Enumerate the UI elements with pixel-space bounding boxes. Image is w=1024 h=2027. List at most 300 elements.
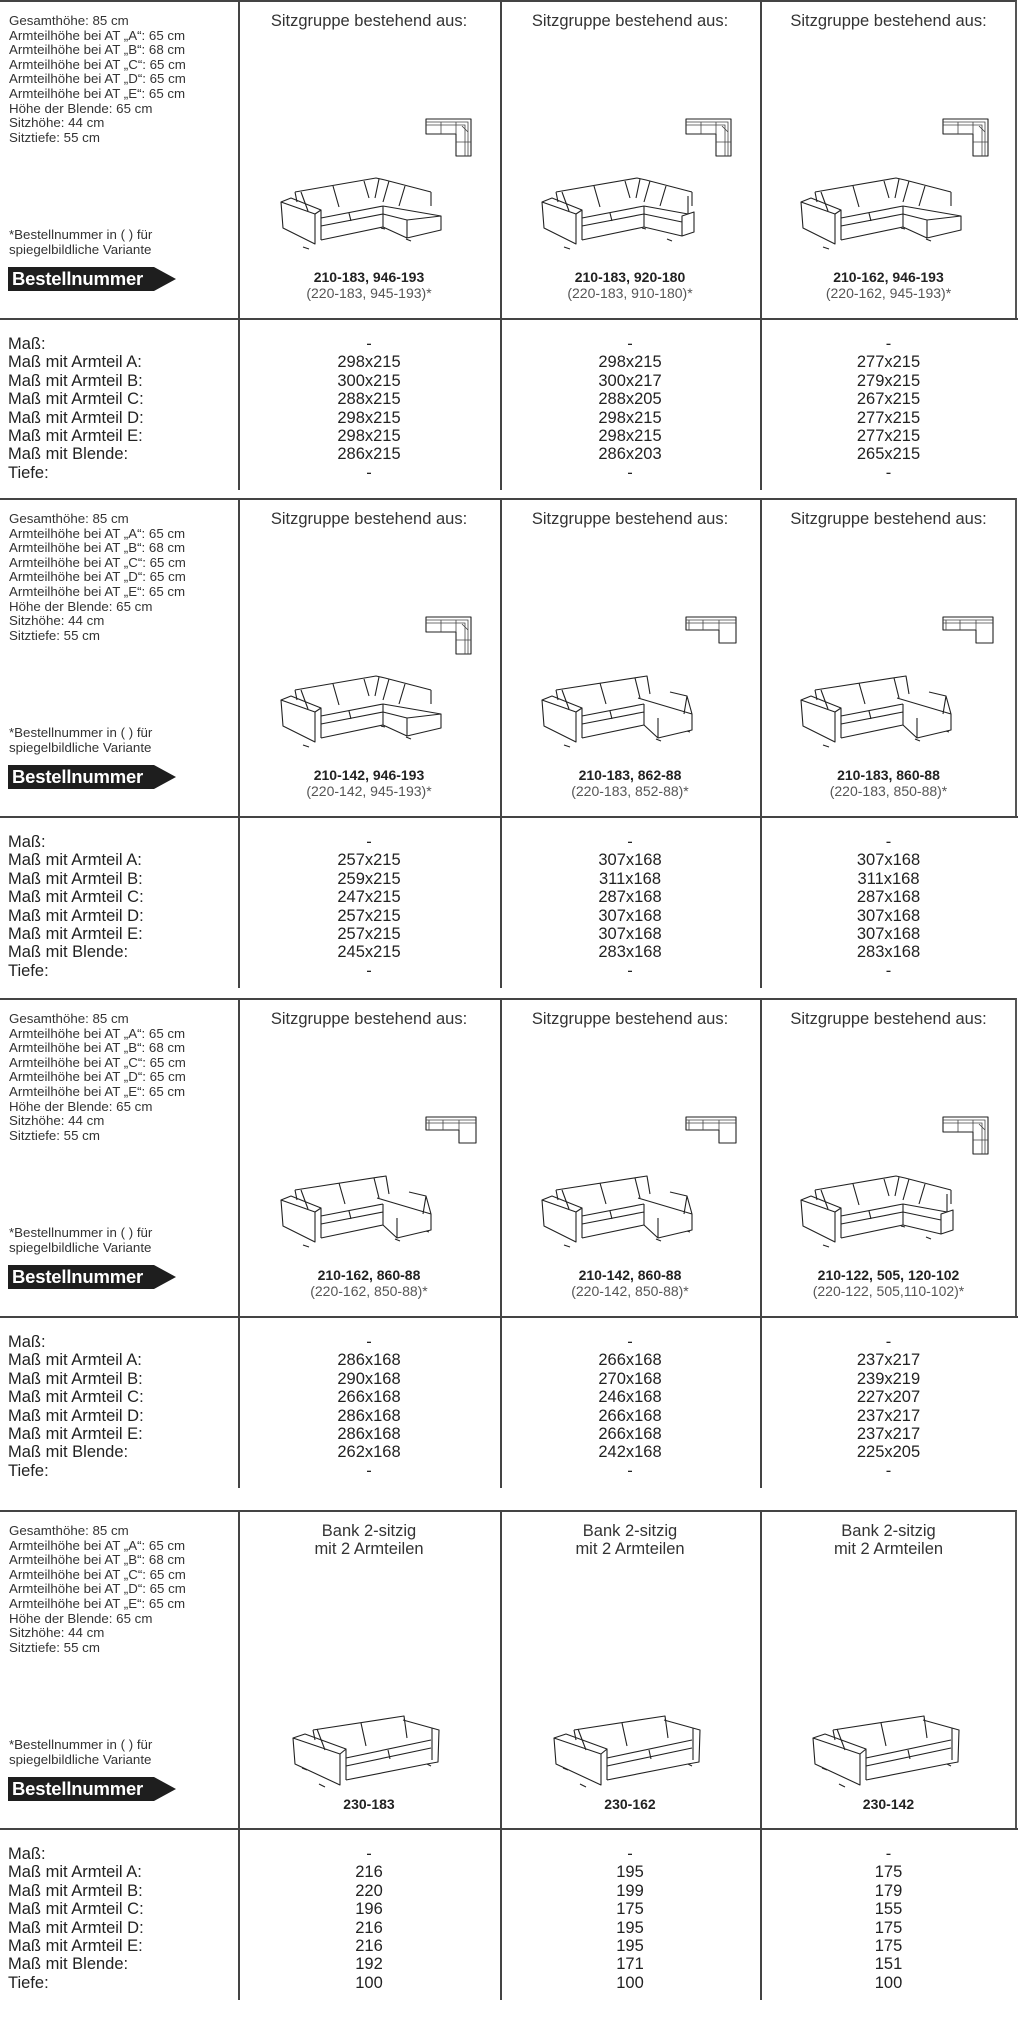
measurement-value: 270x168: [598, 1369, 662, 1388]
spec-line: Armteilhöhe bei AT „B“: 68 cm: [9, 42, 186, 58]
measurement-values: [500, 1845, 760, 1992]
floor-plan-icon: [942, 1116, 992, 1156]
spec-line: Armteilhöhe bei AT „C“: 65 cm: [9, 56, 186, 72]
sofa-illustration-icon: [281, 1168, 461, 1248]
measurement-label: Maß:: [8, 1333, 46, 1351]
measurement-values: [500, 1333, 760, 1480]
product-title: [500, 1010, 760, 1028]
measurement-value: 267x215: [856, 390, 921, 409]
title-line: mit 2 Armteilen: [314, 1540, 424, 1558]
spec-line: Armteilhöhe bei AT „B“: 68 cm: [9, 1040, 186, 1056]
product-title: [760, 1522, 1017, 1558]
spec-line: Armteilhöhe bei AT „B“: 68 cm: [9, 540, 186, 556]
product-cell: [238, 0, 500, 316]
measurement-value: 277x215: [856, 408, 921, 427]
spec-line: Armteilhöhe bei AT „A“: 65 cm: [9, 1537, 186, 1553]
measurement-value: 298x215: [598, 426, 662, 445]
title-line: mit 2 Armteilen: [575, 1540, 685, 1558]
spec-list: [9, 1524, 186, 1655]
product-cell: [500, 0, 760, 316]
floor-plan: [942, 1116, 992, 1161]
sofa-illustration-icon: [801, 170, 981, 250]
measurement-label: Maß mit Armteil E:: [8, 1936, 143, 1955]
product-cell: [500, 498, 760, 814]
measurement-labels: [8, 1845, 144, 1992]
measurement-value: 266x168: [598, 1406, 662, 1425]
measurement-value: 225x205: [856, 1443, 921, 1462]
measurement-value: 307x168: [856, 851, 921, 870]
mirror-order-number: (220-162, 850-88)*: [310, 1283, 428, 1299]
spec-line: Sitztiefe: 55 cm: [9, 627, 100, 643]
product-cell: [238, 498, 500, 814]
measurement-value: 286x215: [337, 445, 401, 464]
measurement-value: 237x217: [856, 1406, 921, 1425]
measurement-value: 171: [616, 1955, 644, 1974]
title-line: Sitzgruppe bestehend aus:: [531, 510, 729, 528]
product-cell: [500, 998, 760, 1314]
sofa-image: [542, 170, 722, 255]
spec-line: Gesamthöhe: 85 cm: [9, 1523, 129, 1538]
spec-line: Armteilhöhe bei AT „D“: 65 cm: [9, 1581, 186, 1597]
spec-line: Armteilhöhe bei AT „E“: 65 cm: [9, 583, 186, 599]
measurement-value: 307x168: [856, 906, 921, 925]
product-cell: [760, 1510, 1017, 1826]
measurement-value: 239x219: [856, 1369, 921, 1388]
product-title: [238, 1010, 500, 1028]
note-line: spiegelbildliche Variante: [9, 1239, 152, 1255]
measurement-label: Maß mit Blende:: [8, 1955, 129, 1974]
measurement-label: Maß mit Armteil C:: [8, 390, 144, 409]
measurement-label: Maß mit Armteil D:: [8, 408, 144, 427]
measurement-value: 216: [355, 1918, 383, 1937]
measurement-value: 286x168: [337, 1351, 401, 1370]
floor-plan-icon: [685, 616, 735, 656]
floor-plan-icon: [425, 616, 475, 656]
measurement-value: 286x203: [598, 445, 662, 464]
measurement-value: -: [627, 463, 633, 482]
order-number: 210-183, 946-193: [313, 269, 425, 285]
measurement-value: 195: [616, 1863, 644, 1882]
measurement-label: Maß mit Armteil C:: [8, 1388, 144, 1407]
measurement-value: -: [885, 335, 892, 353]
measurement-label: Maß mit Armteil D:: [8, 906, 144, 925]
product-title: [760, 12, 1017, 30]
measurement-value: 266x168: [598, 1424, 662, 1443]
order-number: 230-162: [604, 1796, 656, 1812]
product-title: [238, 12, 500, 30]
product-cell: [238, 1510, 500, 1826]
measurement-value: 262x168: [337, 1443, 401, 1462]
product-cell: [760, 498, 1017, 814]
measurement-values: [500, 335, 760, 482]
measurement-value: 237x217: [856, 1424, 921, 1443]
spec-line: Armteilhöhe bei AT „A“: 65 cm: [9, 1025, 186, 1041]
mirror-order-number: (220-162, 945-193)*: [825, 285, 952, 301]
measurement-label: Maß mit Armteil B:: [8, 371, 143, 390]
sofa-illustration-icon: [801, 1168, 981, 1248]
measurement-value: 155: [874, 1900, 903, 1919]
spec-line: Armteilhöhe bei AT „E“: 65 cm: [9, 85, 186, 101]
measurement-value: -: [627, 335, 633, 353]
measurement-value: 175: [874, 1936, 903, 1955]
measurement-label: Maß:: [8, 1845, 46, 1863]
measurement-value: -: [366, 961, 372, 980]
floor-plan: [425, 616, 475, 661]
measurement-value: -: [366, 335, 372, 353]
measurement-value: -: [627, 1333, 633, 1351]
product-title: [238, 510, 500, 528]
spec-list: [9, 14, 186, 145]
mirror-variant-note: [9, 726, 152, 755]
mirror-variant-note: [9, 1738, 152, 1767]
measurement-label: Maß mit Armteil A:: [8, 353, 142, 372]
measurement-value: -: [627, 1461, 633, 1480]
product-section: [0, 498, 1018, 998]
title-line: Sitzgruppe bestehend aus:: [270, 12, 468, 30]
row-divider: [0, 318, 1018, 320]
order-number: 210-183, 860-88: [837, 767, 940, 783]
sofa-illustration-icon: [801, 668, 981, 748]
measurement-label: Maß mit Armteil E:: [8, 1424, 143, 1443]
spec-list: [9, 1012, 186, 1143]
product-title: [760, 1010, 1017, 1028]
title-line: Sitzgruppe bestehend aus:: [790, 1010, 987, 1028]
measurement-value: 246x168: [598, 1388, 662, 1407]
measurement-value: 100: [874, 1973, 903, 1992]
measurement-value: 300x217: [598, 371, 662, 390]
measurement-value: -: [885, 463, 892, 482]
spec-line: Sitztiefe: 55 cm: [9, 129, 100, 145]
spec-list: [9, 512, 186, 643]
product-cell: [500, 1510, 760, 1826]
sofa-image: [801, 668, 981, 753]
product-title: [500, 12, 760, 30]
product-section: [0, 0, 1018, 500]
measurement-label: Maß mit Armteil D:: [8, 1406, 144, 1425]
measurement-value: 192: [355, 1955, 383, 1974]
mirror-order-number: (220-183, 910-180)*: [567, 285, 693, 301]
measurement-value: 277x215: [856, 353, 921, 372]
measurement-value: 242x168: [598, 1443, 662, 1462]
sofa-illustration-icon: [542, 1168, 722, 1248]
measurement-value: 298x215: [337, 408, 401, 427]
measurement-label: Maß mit Armteil D:: [8, 1918, 144, 1937]
measurement-value: 100: [616, 1973, 644, 1992]
bestellnummer-text: Bestellnummer: [12, 766, 144, 787]
measurement-values: [760, 1845, 1017, 1992]
measurement-label: Maß mit Armteil E:: [8, 924, 143, 943]
product-cell: [760, 998, 1017, 1314]
measurement-value: 216: [355, 1936, 383, 1955]
arrow-right-icon: [154, 765, 176, 789]
measurement-value: 220: [355, 1881, 383, 1900]
title-line: Bank 2-sitzig: [841, 1522, 936, 1540]
floor-plan: [685, 118, 735, 163]
spec-line: Armteilhöhe bei AT „A“: 65 cm: [9, 525, 186, 541]
spec-line: Armteilhöhe bei AT „C“: 65 cm: [9, 554, 186, 570]
spec-line: Gesamthöhe: 85 cm: [9, 511, 129, 526]
mirror-order-number: (220-142, 945-193)*: [306, 783, 432, 799]
measurement-value: -: [366, 833, 372, 851]
measurement-label: Maß mit Armteil C:: [8, 1900, 144, 1919]
mirror-variant-note: [9, 1226, 152, 1255]
title-line: Sitzgruppe bestehend aus:: [531, 1010, 729, 1028]
measurement-value: 247x215: [337, 888, 401, 907]
measurement-value: 307x168: [598, 851, 662, 870]
measurement-value: 286x168: [337, 1424, 401, 1443]
measurement-value: -: [885, 1461, 892, 1480]
measurement-value: 237x217: [856, 1351, 921, 1370]
measurement-value: 179: [874, 1881, 903, 1900]
measurement-label: Tiefe:: [8, 463, 49, 482]
spec-line: Sitztiefe: 55 cm: [9, 1639, 100, 1655]
sofa-image: [281, 668, 461, 753]
measurement-labels: [8, 335, 144, 482]
measurement-value: 266x168: [337, 1388, 401, 1407]
sofa-illustration-icon: [281, 170, 461, 250]
order-number: 210-142, 860-88: [578, 1267, 682, 1283]
measurement-value: 298x215: [598, 408, 662, 427]
floor-plan-icon: [942, 118, 992, 158]
measurement-label: Maß:: [8, 335, 46, 353]
sofa-illustration-icon: [811, 1702, 991, 1782]
measurement-value: 195: [616, 1936, 644, 1955]
spec-line: Höhe der Blende: 65 cm: [9, 598, 153, 614]
title-line: Sitzgruppe bestehend aus:: [270, 510, 468, 528]
measurement-label: Maß mit Blende:: [8, 445, 129, 464]
sofa-illustration-icon: [542, 170, 722, 250]
spec-line: Gesamthöhe: 85 cm: [9, 1011, 129, 1026]
title-line: Sitzgruppe bestehend aus:: [790, 510, 987, 528]
measurement-value: -: [627, 1845, 633, 1863]
product-cell: [760, 0, 1017, 316]
title-line: Bank 2-sitzig: [321, 1522, 417, 1540]
product-section: [0, 1510, 1018, 2010]
mirror-order-number: (220-142, 850-88)*: [571, 1283, 689, 1299]
measurement-values: [760, 1333, 1017, 1480]
mirror-order-number: (220-183, 850-88)*: [829, 783, 948, 799]
measurement-value: 175: [874, 1918, 903, 1937]
measurement-label: Tiefe:: [8, 1461, 49, 1480]
note-line: *Bestellnummer in ( ) für: [9, 1737, 153, 1752]
measurement-value: 307x168: [856, 924, 921, 943]
measurement-values: [238, 833, 500, 980]
measurement-label: Maß mit Armteil E:: [8, 426, 143, 445]
measurement-value: 199: [616, 1881, 644, 1900]
measurement-value: -: [885, 961, 892, 980]
spec-line: Armteilhöhe bei AT „C“: 65 cm: [9, 1054, 186, 1070]
bestellnummer-text: Bestellnummer: [12, 268, 144, 289]
measurement-values: [760, 335, 1017, 482]
measurement-value: 300x215: [337, 371, 401, 390]
measurement-value: 277x215: [856, 426, 921, 445]
sofa-image: [542, 668, 722, 753]
spec-line: Sitztiefe: 55 cm: [9, 1127, 100, 1143]
sofa-image: [281, 170, 461, 255]
sofa-image: [542, 1168, 722, 1253]
order-number: 210-183, 862-88: [578, 767, 682, 783]
spec-line: Höhe der Blende: 65 cm: [9, 1610, 153, 1626]
measurement-value: -: [366, 1333, 372, 1351]
note-line: spiegelbildliche Variante: [9, 1751, 152, 1767]
measurement-value: 311x168: [857, 869, 920, 888]
spec-line: Sitzhöhe: 44 cm: [9, 1625, 105, 1641]
note-line: spiegelbildliche Variante: [9, 241, 152, 257]
spec-line: Armteilhöhe bei AT „D“: 65 cm: [9, 569, 186, 585]
floor-plan: [685, 616, 735, 661]
product-title: [238, 1522, 500, 1558]
measurement-value: -: [885, 833, 892, 851]
product-section: [0, 998, 1018, 1498]
product-title: [500, 510, 760, 528]
spec-line: Sitzhöhe: 44 cm: [9, 1113, 105, 1129]
mirror-variant-note: [9, 228, 152, 257]
floor-plan-icon: [942, 616, 992, 656]
product-title: [500, 1522, 760, 1558]
measurement-label: Maß mit Armteil B:: [8, 1881, 143, 1900]
bestellnummer-text: Bestellnummer: [12, 1266, 144, 1287]
title-line: Sitzgruppe bestehend aus:: [531, 12, 729, 30]
sofa-image: [291, 1702, 471, 1787]
measurement-values: [500, 833, 760, 980]
measurement-value: 298x215: [337, 426, 401, 445]
measurement-label: Tiefe:: [8, 1973, 49, 1992]
row-divider: [0, 1828, 1018, 1830]
measurement-label: Maß mit Armteil C:: [8, 888, 144, 907]
measurement-value: 290x168: [337, 1369, 401, 1388]
order-number: 210-122, 505, 120-102: [817, 1267, 960, 1283]
mirror-order-number: (220-183, 945-193)*: [306, 285, 432, 301]
measurement-value: 227x207: [856, 1388, 921, 1407]
measurement-value: 195: [616, 1918, 644, 1937]
spec-line: Armteilhöhe bei AT „A“: 65 cm: [9, 27, 186, 43]
measurement-value: 283x168: [856, 943, 921, 962]
floor-plan: [942, 118, 992, 163]
note-line: *Bestellnummer in ( ) für: [9, 227, 153, 242]
order-number: 230-183: [343, 1796, 395, 1812]
measurement-values: [760, 833, 1017, 980]
measurement-values: [238, 1845, 500, 1992]
floor-plan: [685, 1116, 735, 1161]
measurement-value: 288x205: [598, 390, 662, 409]
measurement-label: Maß mit Blende:: [8, 943, 129, 962]
measurement-label: Maß mit Armteil B:: [8, 1369, 143, 1388]
spec-line: Armteilhöhe bei AT „D“: 65 cm: [9, 71, 186, 87]
measurement-value: -: [627, 833, 633, 851]
measurement-value: -: [885, 1845, 892, 1863]
measurement-values: [238, 1333, 500, 1480]
measurement-labels: [8, 1333, 144, 1480]
measurement-label: Maß mit Armteil B:: [8, 869, 143, 888]
sofa-image: [811, 1702, 991, 1787]
floor-plan-icon: [685, 118, 735, 158]
measurement-label: Maß mit Blende:: [8, 1443, 129, 1462]
floor-plan: [942, 616, 992, 661]
sofa-image: [552, 1702, 732, 1787]
floor-plan-icon: [685, 1116, 735, 1156]
spec-line: Sitzhöhe: 44 cm: [9, 613, 105, 629]
spec-line: Armteilhöhe bei AT „C“: 65 cm: [9, 1566, 186, 1582]
sofa-illustration-icon: [542, 668, 722, 748]
measurement-value: 175: [616, 1900, 644, 1919]
arrow-right-icon: [154, 267, 176, 291]
mirror-order-number: (220-183, 852-88)*: [571, 783, 689, 799]
measurement-value: 151: [874, 1955, 903, 1974]
measurement-value: 283x168: [598, 943, 662, 962]
title-line: Sitzgruppe bestehend aus:: [270, 1010, 468, 1028]
floor-plan-icon: [425, 1116, 475, 1156]
order-number: 210-183, 920-180: [574, 269, 686, 285]
product-title: [760, 510, 1017, 528]
spec-line: Gesamthöhe: 85 cm: [9, 13, 129, 28]
note-line: *Bestellnummer in ( ) für: [9, 725, 153, 740]
measurement-label: Tiefe:: [8, 961, 49, 980]
measurement-labels: [8, 833, 144, 980]
note-line: *Bestellnummer in ( ) für: [9, 1225, 153, 1240]
measurement-value: 307x168: [598, 906, 662, 925]
floor-plan: [425, 1116, 475, 1161]
spec-line: Armteilhöhe bei AT „B“: 68 cm: [9, 1552, 186, 1568]
measurement-label: Maß:: [8, 833, 46, 851]
spec-line: Höhe der Blende: 65 cm: [9, 100, 153, 116]
measurement-value: 265x215: [856, 445, 921, 464]
measurement-label: Maß mit Armteil A:: [8, 851, 142, 870]
measurement-value: 298x215: [598, 353, 662, 372]
measurement-value: 257x215: [337, 851, 401, 870]
measurement-label: Maß mit Armteil A:: [8, 1351, 142, 1370]
product-cell: [238, 998, 500, 1314]
spec-line: Höhe der Blende: 65 cm: [9, 1098, 153, 1114]
measurement-value: 311x168: [598, 869, 662, 888]
measurement-value: 216: [355, 1863, 383, 1882]
order-number: 210-162, 946-193: [833, 269, 944, 285]
measurement-value: 286x168: [337, 1406, 401, 1425]
floor-plan-icon: [425, 118, 475, 158]
measurement-value: 298x215: [337, 353, 401, 372]
row-divider: [0, 1316, 1018, 1318]
order-number: 210-162, 860-88: [317, 1267, 421, 1283]
floor-plan: [425, 118, 475, 163]
arrow-right-icon: [154, 1777, 176, 1801]
sofa-illustration-icon: [291, 1702, 471, 1782]
measurement-value: 288x215: [337, 390, 401, 409]
measurement-value: 279x215: [856, 371, 921, 390]
arrow-right-icon: [154, 1265, 176, 1289]
measurement-value: 287x168: [856, 888, 921, 907]
measurement-value: 307x168: [598, 924, 662, 943]
sofa-image: [281, 1168, 461, 1253]
measurement-label: Maß mit Armteil A:: [8, 1863, 142, 1882]
spec-line: Sitzhöhe: 44 cm: [9, 115, 105, 131]
title-line: Sitzgruppe bestehend aus:: [790, 12, 987, 30]
note-line: spiegelbildliche Variante: [9, 739, 152, 755]
measurement-value: 196: [355, 1900, 383, 1919]
measurement-value: 100: [355, 1973, 383, 1992]
spec-line: Armteilhöhe bei AT „E“: 65 cm: [9, 1595, 186, 1611]
measurement-value: 245x215: [337, 943, 401, 962]
title-line: Bank 2-sitzig: [582, 1522, 678, 1540]
measurement-value: 287x168: [598, 888, 662, 907]
spec-line: Armteilhöhe bei AT „D“: 65 cm: [9, 1069, 186, 1085]
order-number: 230-142: [862, 1796, 915, 1812]
measurement-value: 257x215: [337, 906, 401, 925]
measurement-value: -: [366, 1461, 372, 1480]
measurement-values: [238, 335, 500, 482]
measurement-value: 175: [874, 1863, 903, 1882]
measurement-value: 259x215: [337, 869, 401, 888]
sofa-image: [801, 170, 981, 255]
measurement-value: 257x215: [337, 924, 401, 943]
